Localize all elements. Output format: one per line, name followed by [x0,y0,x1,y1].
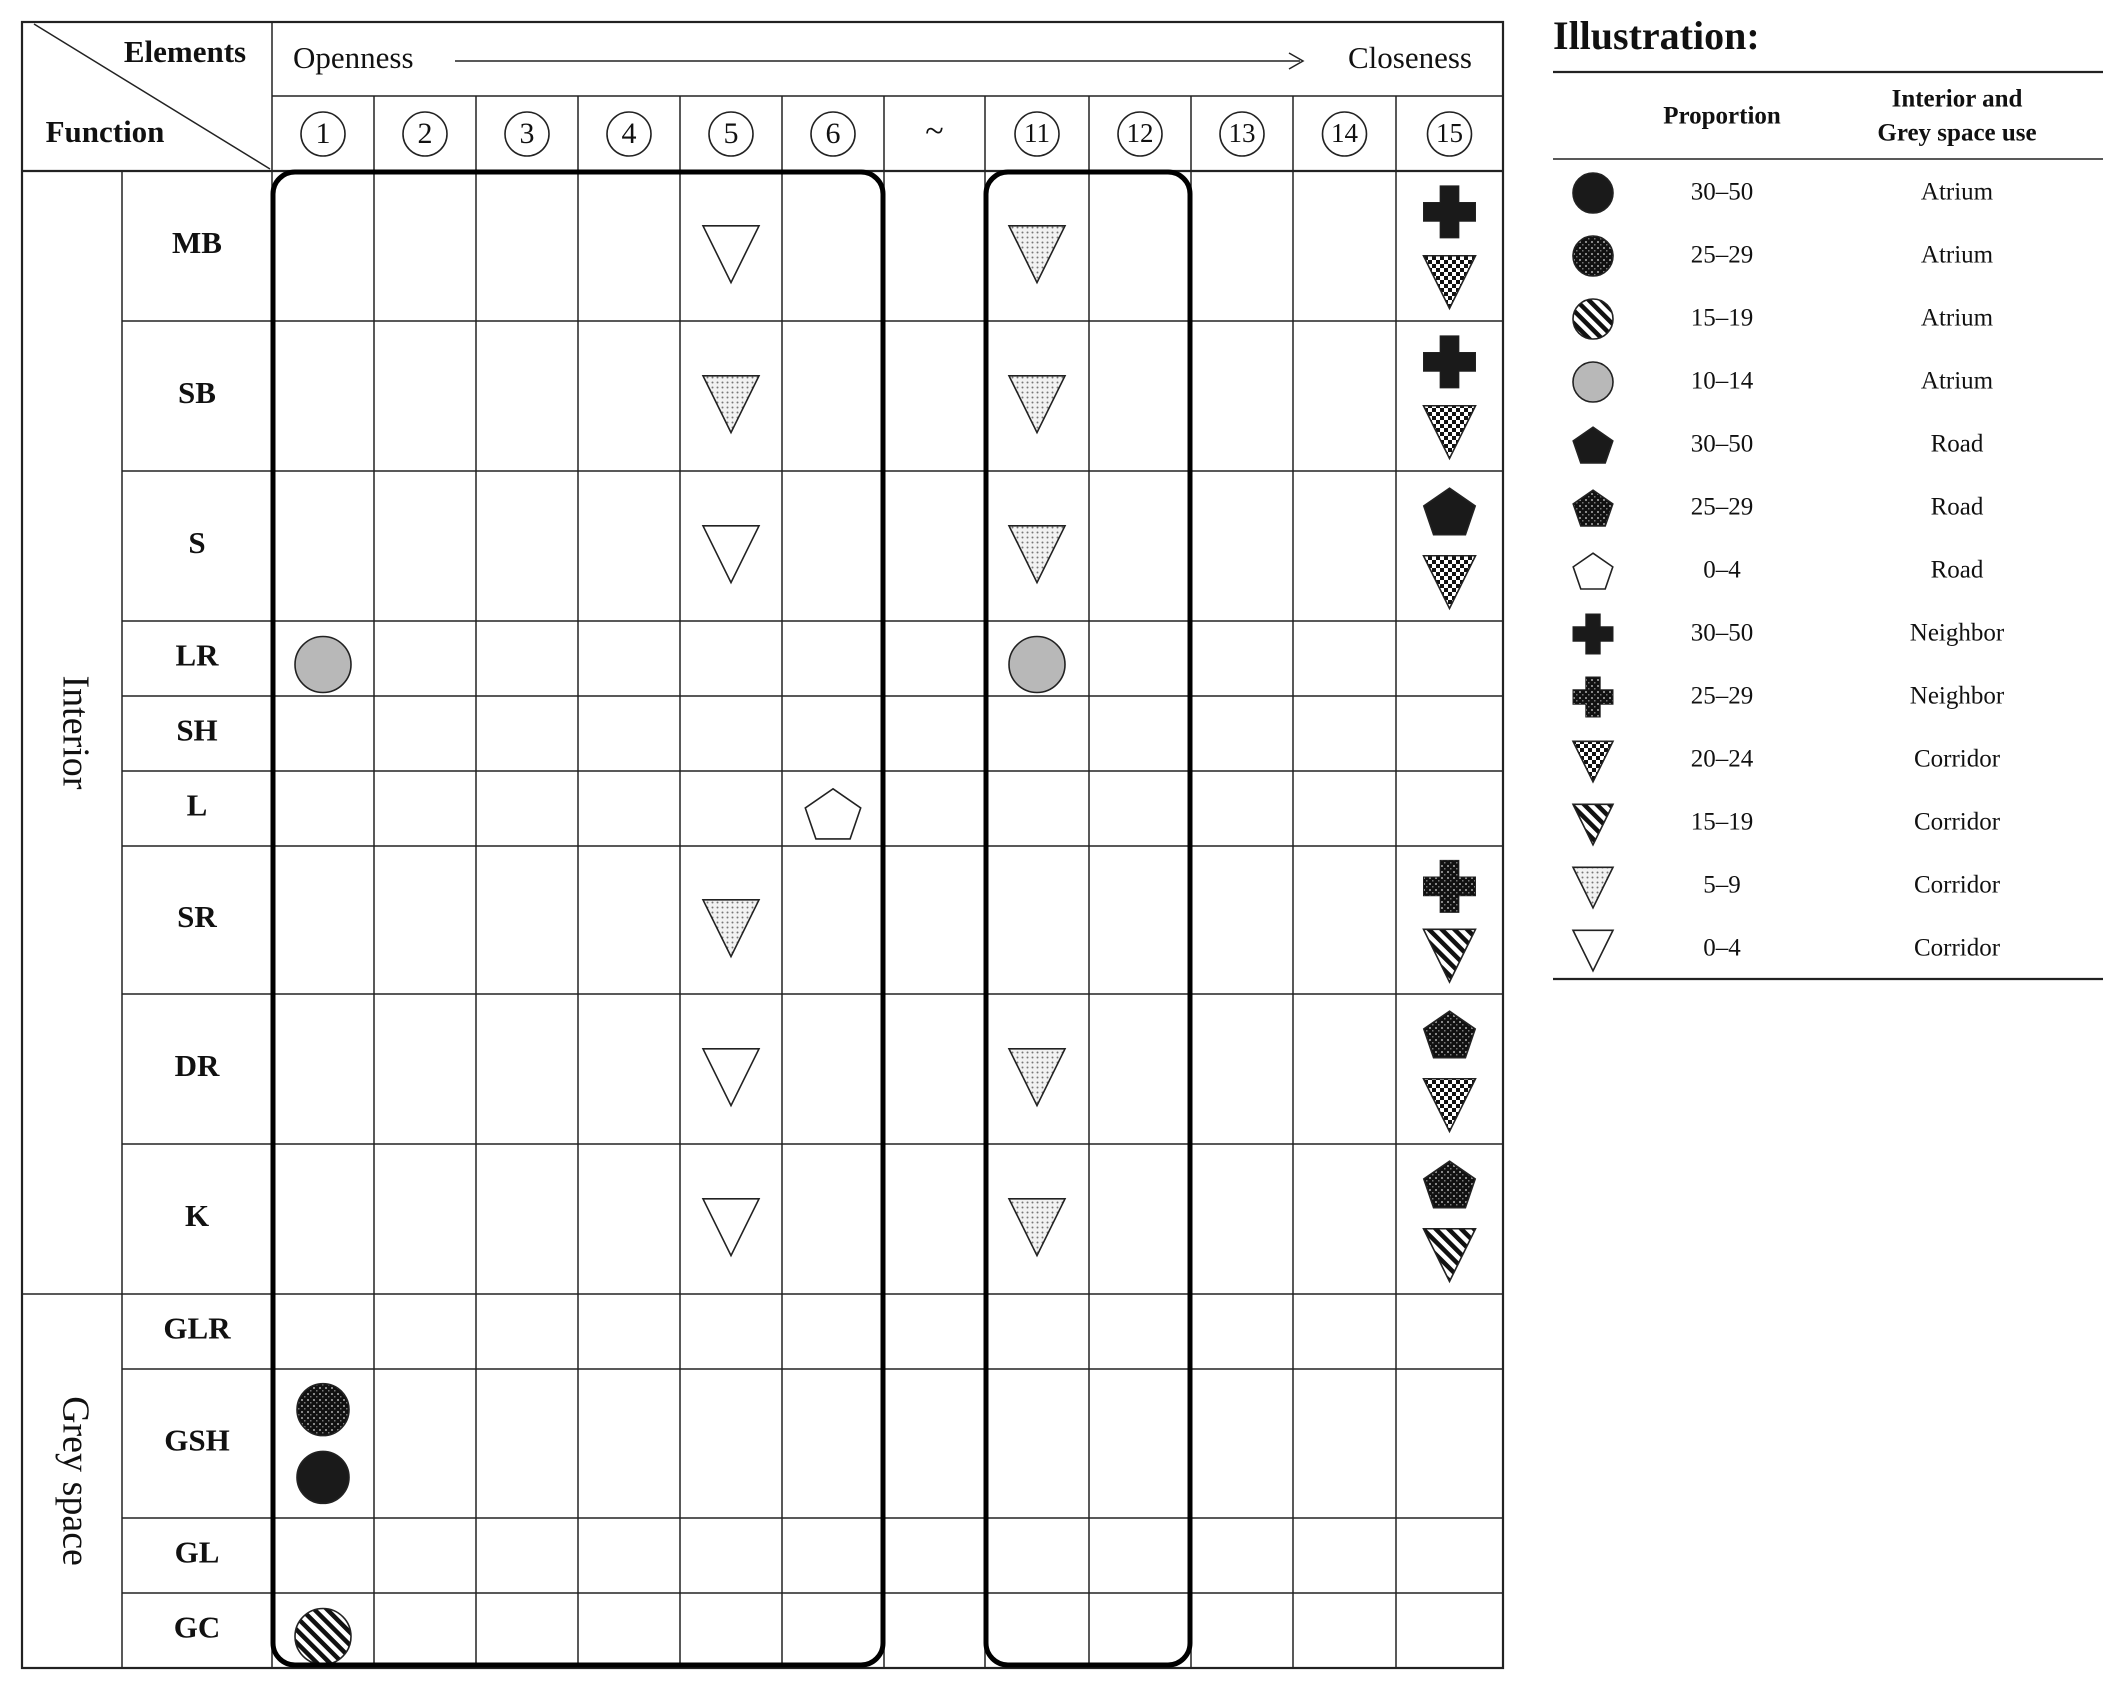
group-label-interior: Interior [54,675,97,790]
column-number: 13 [1228,118,1256,149]
legend-proportion: 25–29 [1690,241,1754,269]
row-label-mb: MB [172,225,222,261]
legend-use: Atrium [1920,241,1994,269]
cross-25-29-icon [1573,677,1613,717]
cross-30-50-icon [1573,614,1613,654]
tri-20-24-icon [1573,741,1613,782]
circle-30-50-icon [1573,173,1613,213]
legend-header-use: Interior and [1891,85,2023,113]
circle-30-50-icon [297,1451,349,1503]
tri-5-9-icon [1009,1049,1065,1106]
tri-15-19-icon [1424,929,1476,982]
legend-use: Corridor [1913,871,2001,899]
row-label-lr: LR [175,637,219,673]
column-number: 2 [417,116,433,150]
tri-5-9-icon [1009,1199,1065,1256]
legend-use: Neighbor [1909,619,2005,647]
column-number: 5 [723,116,739,150]
pent-30-50-icon [1573,427,1613,463]
elements-label: Elements [123,34,247,70]
pent-25-29-icon [1424,1011,1475,1057]
column-number: 4 [621,116,637,150]
column-number: 6 [825,116,841,150]
column-number: 11 [1024,118,1050,149]
legend-use: Corridor [1913,808,2001,836]
legend-title: Illustration: [1553,13,1760,59]
column-number: 3 [519,116,535,150]
row-label-k: K [184,1198,210,1234]
column-number: 15 [1436,118,1463,149]
tri-0-4-icon [703,226,759,283]
legend [1553,13,2103,979]
circle-15-19-icon [1573,299,1613,339]
column-tilde: ~ [925,112,944,150]
highlight-box [986,172,1190,1665]
tri-5-9-icon [1009,526,1065,583]
tri-5-9-icon [1009,226,1065,283]
legend-use: Atrium [1920,178,1994,206]
tri-5-9-icon [1573,867,1613,908]
legend-proportion: 15–19 [1690,304,1754,332]
legend-use: Road [1930,556,1984,584]
legend-proportion: 15–19 [1690,808,1754,836]
row-label-glr: GLR [163,1310,231,1346]
tri-5-9-icon [703,900,759,957]
row-label-s: S [188,525,206,561]
table-border [22,22,1503,1668]
pent-30-50-icon [1424,488,1475,535]
pent-25-29-icon [1424,1161,1475,1208]
circle-10-14-icon [295,637,351,693]
legend-use: Neighbor [1909,682,2005,710]
legend-proportion: 30–50 [1690,178,1754,206]
legend-use: Atrium [1920,304,1994,332]
tri-0-4-icon [703,1199,759,1256]
legend-proportion: 0–4 [1703,934,1741,962]
row-label-l: L [186,787,208,823]
circle-15-19-icon [295,1609,351,1665]
row-label-sr: SR [177,899,217,935]
row-label-gc: GC [173,1609,221,1645]
pent-0-4-icon [1573,553,1613,589]
legend-header-proportion: Proportion [1663,102,1781,130]
circle-10-14-icon [1573,362,1613,402]
tri-20-24-icon [1424,406,1476,459]
tri-0-4-icon [703,526,759,583]
tri-0-4-icon [703,1049,759,1106]
legend-proportion: 25–29 [1690,493,1754,521]
cross-30-50-icon [1424,186,1476,238]
row-label-gl: GL [174,1534,220,1570]
circle-25-29-icon [297,1384,349,1436]
tri-20-24-icon [1424,1079,1476,1132]
circle-25-29-icon [1573,236,1613,276]
tri-15-19-icon [1424,1229,1476,1282]
legend-proportion: 20–24 [1690,745,1754,773]
column-number: 14 [1331,118,1358,149]
circle-10-14-icon [1009,637,1065,693]
legend-use: Road [1930,493,1984,521]
tri-5-9-icon [703,376,759,433]
legend-proportion: 30–50 [1690,430,1754,458]
column-number: 12 [1126,118,1154,149]
legend-header-use-2: Grey space use [1877,119,2037,147]
pent-25-29-icon [1573,490,1613,526]
openness-label: Openness [293,40,414,76]
row-label-gsh: GSH [164,1422,230,1458]
pent-0-4-icon [805,789,860,839]
legend-proportion: 5–9 [1703,871,1741,899]
legend-proportion: 0–4 [1703,556,1741,584]
matrix-grid [22,22,1503,1668]
closeness-label: Closeness [1348,40,1472,76]
function-label: Function [45,114,165,150]
legend-use: Corridor [1913,745,2001,773]
legend-use: Road [1930,430,1984,458]
legend-proportion: 10–14 [1690,367,1754,395]
tri-20-24-icon [1424,556,1476,609]
group-label-grey-space: Grey space [54,1396,97,1566]
cross-25-29-icon [1424,860,1476,912]
tri-15-19-icon [1573,804,1613,845]
legend-proportion: 30–50 [1690,619,1754,647]
matrix-labels [46,34,1472,1645]
legend-use: Corridor [1913,934,2001,962]
legend-use: Atrium [1920,367,1994,395]
column-number: 1 [315,116,331,150]
legend-proportion: 25–29 [1690,682,1754,710]
row-label-sb: SB [178,375,216,411]
cross-30-50-icon [1424,336,1476,388]
tri-20-24-icon [1424,256,1476,309]
tri-5-9-icon [1009,376,1065,433]
row-label-sh: SH [176,712,218,748]
row-label-dr: DR [174,1048,220,1084]
tri-0-4-icon [1573,930,1613,971]
